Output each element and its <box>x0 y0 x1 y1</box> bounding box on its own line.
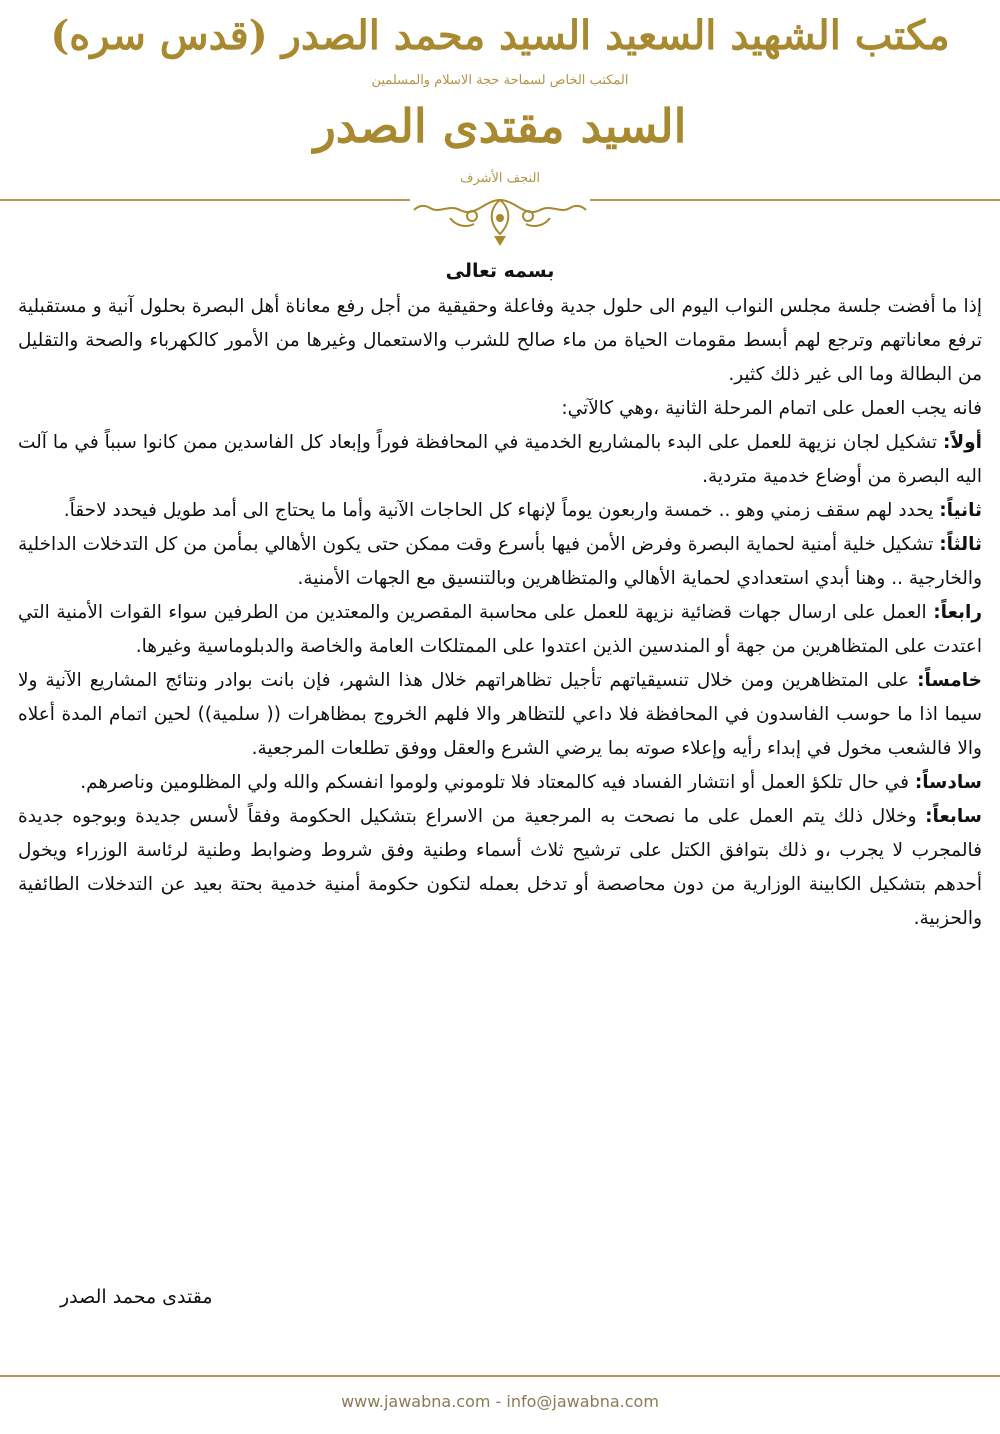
paragraph-fifth: خامساً: على المتظاهرين ومن خلال تنسيقياتهم تأجيل تظاهراتهم خلال هذا الشهر، فإن بانت بوادر ونتائج المشاريع الآنية ولا سيما اذا ما حوسب الفاسدون في المحافظة فلا داعي للتظاهر والا فلهم الخروج بمظاهرات (( سلمية)) لحين اتمام المدة أعلاه والا فالشعب مخول في إبداء رأيه وإعلاء صوته بما يرضي الشرع والعقل ووفق تطلعات المرجعية. <box>18 670 982 759</box>
paragraph-third: ثالثاً: تشكيل خلية أمنية لحماية البصرة وفرض الأمن فيها بأسرع وقت ممكن حتى يكون الأهالي بمأمن من كل التدخلات الداخلية والخارجية .. وهنا أبدي استعدادي لحماية الأهالي والمتظاهرين وبالتنسيق مع الجهات الأمنية. <box>18 534 982 589</box>
paragraph-fourth: رابعاً: العمل على ارسال جهات قضائية نزيهة للعمل على محاسبة المقصرين والمعتدين من الطرفين سواء القوات الأمنية التي اعتدت على المتظاهرين من جهة أو المندسين الذين اعتدوا على الممتلكات العامة والخاصة والدبلوماسية وغيرها. <box>18 602 982 657</box>
paragraph-second: ثانياً: يحدد لهم سقف زمني وهو .. خمسة واربعون يوماً لإنهاء كل الحاجات الآنية وأما ما يحتاج الى أمد طويل فيحدد لاحقاً. <box>63 500 982 521</box>
item-label: ثالثاً: <box>939 534 982 555</box>
footer-divider <box>0 1375 1000 1377</box>
footer-contact: www.jawabna.com - info@jawabna.com <box>341 1392 659 1411</box>
city-line: النجف الأشرف <box>459 171 541 186</box>
paragraph-sixth: سادساً: في حال تلكؤ العمل أو انتشار الفساد فيه كالمعتاد فلا تلوموني ولوموا انفسكم والله ولي المظلومين وناصرهم. <box>80 772 982 793</box>
item-label: رابعاً: <box>933 602 982 623</box>
greeting: بسمه تعالى <box>445 260 555 282</box>
item-label: أولاً: <box>942 432 982 453</box>
statement-body <box>18 290 982 936</box>
item-label: ثانياً: <box>939 500 982 521</box>
item-label: سادساً: <box>914 772 982 793</box>
sayyid-name: السيد مقتدى الصدر <box>313 99 687 153</box>
ornament-icon <box>410 188 590 248</box>
item-label: سابعاً: <box>925 806 982 827</box>
paragraph-stage: فانه يجب العمل على اتمام المرحلة الثانية ،وهي كالآتي: <box>561 398 982 419</box>
office-name: مكتب الشهيد السعيد السيد محمد الصدر (قدس سره) <box>50 12 950 59</box>
item-label: خامساً: <box>917 670 982 691</box>
paragraph-intro: إذا ما أفضت جلسة مجلس النواب اليوم الى حلول جدية وفاعلة وحقيقية من أجل رفع معاناة أهل البصرة بحلول آنية و مستقبلية ترفع معاناتهم وترجع لهم أبسط مقومات الحياة من ماء صالح للشرب والاستعمال وغيرها من الأمور كالكهرباء والصحة والتقليل من البطالة وما الى غير ذلك كثير. <box>18 296 982 385</box>
special-office-line: المكتب الخاص لسماحة حجة الاسلام والمسلمين <box>371 73 629 88</box>
paragraph-first: أولاً: تشكيل لجان نزيهة للعمل على البدء بالمشاريع الخدمية في المحافظة فوراً وإبعاد كل الفاسدين ممن كانوا سبباً في ما آلت اليه البصرة من أوضاع خدمية متردية. <box>18 432 982 487</box>
signature: مقتدى محمد الصدر <box>60 1286 213 1308</box>
paragraph-seventh: سابعاً: وخلال ذلك يتم العمل على ما نصحت به المرجعية من الاسراع بتشكيل الحكومة وفقاً لأسس جديدة وبوجوه جديدة فالمجرب لا يجرب ،و ذلك بتوافق الكتل على ترشيح ثلاث أسماء وطنية وفق شروط وضوابط وطنية لرئاسة الوزراء ويخول أحدهم بتشكيل الكابينة الوزارية من دون محاصصة أو تدخل بعمله لتكون حكومة أمنية خدمية بحتة بعيد عن التدخلات الطائفية والحزبية. <box>18 806 982 929</box>
